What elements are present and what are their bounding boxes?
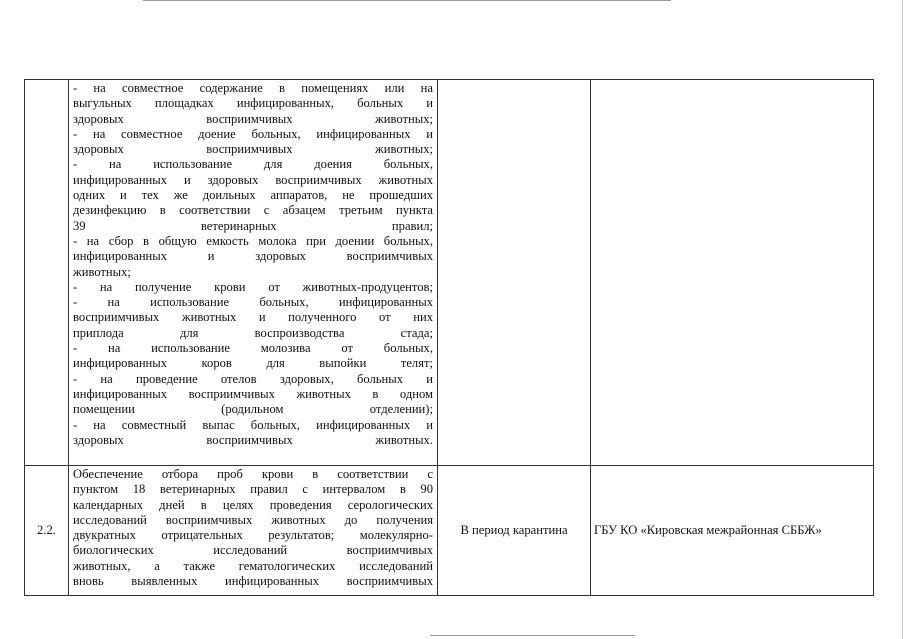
- table-row: [25, 466, 874, 596]
- period-cell: В период карантина: [438, 466, 591, 596]
- text-line: - на получение крови от животных-продуцентов;: [73, 279, 433, 294]
- row-number: 2.2.: [25, 466, 69, 596]
- responsible-cell: [591, 80, 874, 466]
- text-line: 39 ветеринарных правил;: [73, 218, 433, 233]
- responsible-cell: ГБУ КО «Кировская межрайонная СББЖ»: [591, 466, 874, 596]
- scan-edge-right: [902, 0, 903, 639]
- text-line: - на совместное доение больных, инфицированных и: [73, 126, 433, 141]
- measure-text: [69, 466, 438, 596]
- measure-lines: [73, 81, 433, 448]
- text-line: инфицированных и здоровых восприимчивых животных: [73, 172, 433, 187]
- text-line: вновь выявленных инфицированных восприимчивых: [73, 574, 433, 589]
- text-line: биологических исследований восприимчивых: [73, 543, 433, 558]
- text-line: здоровых восприимчивых животных.: [73, 432, 433, 447]
- text-line: инфицированных коров для выпойки телят;: [73, 356, 433, 371]
- text-line: животных, а также гематологических исследований: [73, 558, 433, 573]
- text-line: - на совместный выпас больных, инфицированных и: [73, 417, 433, 432]
- text-line: - на использование больных, инфицированных: [73, 295, 433, 310]
- text-line: здоровых восприимчивых животных;: [73, 111, 433, 126]
- text-line: инфицированных восприимчивых животных в одном: [73, 386, 433, 401]
- text-line: - на сбор в общую емкость молока при доении больных,: [73, 233, 433, 248]
- text-line: помещении (родильном отделении);: [73, 402, 433, 417]
- text-line: - на использование для доения больных,: [73, 157, 433, 172]
- text-line: двукратных отрицательных результатов; молекулярно-: [73, 528, 433, 543]
- text-line: выгульных площадках инфицированных, больных и: [73, 96, 433, 111]
- scan-edge-top: [143, 0, 671, 1]
- scan-edge-bottom: [430, 635, 635, 636]
- text-line: инфицированных и здоровых восприимчивых: [73, 249, 433, 264]
- period-cell: [438, 80, 591, 466]
- text-line: исследований восприимчивых животных до получения: [73, 512, 433, 527]
- text-line: - на использование молозива от больных,: [73, 341, 433, 356]
- row-number: [25, 80, 69, 466]
- text-line: дезинфекцию в соответствии с абзацем третьим пункта: [73, 203, 433, 218]
- measures-table: [24, 79, 874, 596]
- text-line: Обеспечение отбора проб крови в соответствии с: [73, 467, 433, 481]
- measure-text: [69, 80, 438, 466]
- text-line: календарных дней в целях проведения серологических: [73, 497, 433, 512]
- text-line: восприимчивых животных и полученного от них: [73, 310, 433, 325]
- table-row: [25, 80, 874, 466]
- text-line: одних и тех же доильных аппаратов, не прошедших: [73, 188, 433, 203]
- measure-lines: [73, 467, 433, 594]
- text-line: - на совместное содержание в помещениях или на: [73, 81, 433, 95]
- text-line: пунктом 18 ветеринарных правил с интервалом в 90: [73, 482, 433, 497]
- text-line: здоровых восприимчивых животных;: [73, 142, 433, 157]
- text-line: - на проведение отелов здоровых, больных и: [73, 371, 433, 386]
- text-line: животных;: [73, 264, 131, 279]
- text-line: приплода для воспроизводства стада;: [73, 325, 433, 340]
